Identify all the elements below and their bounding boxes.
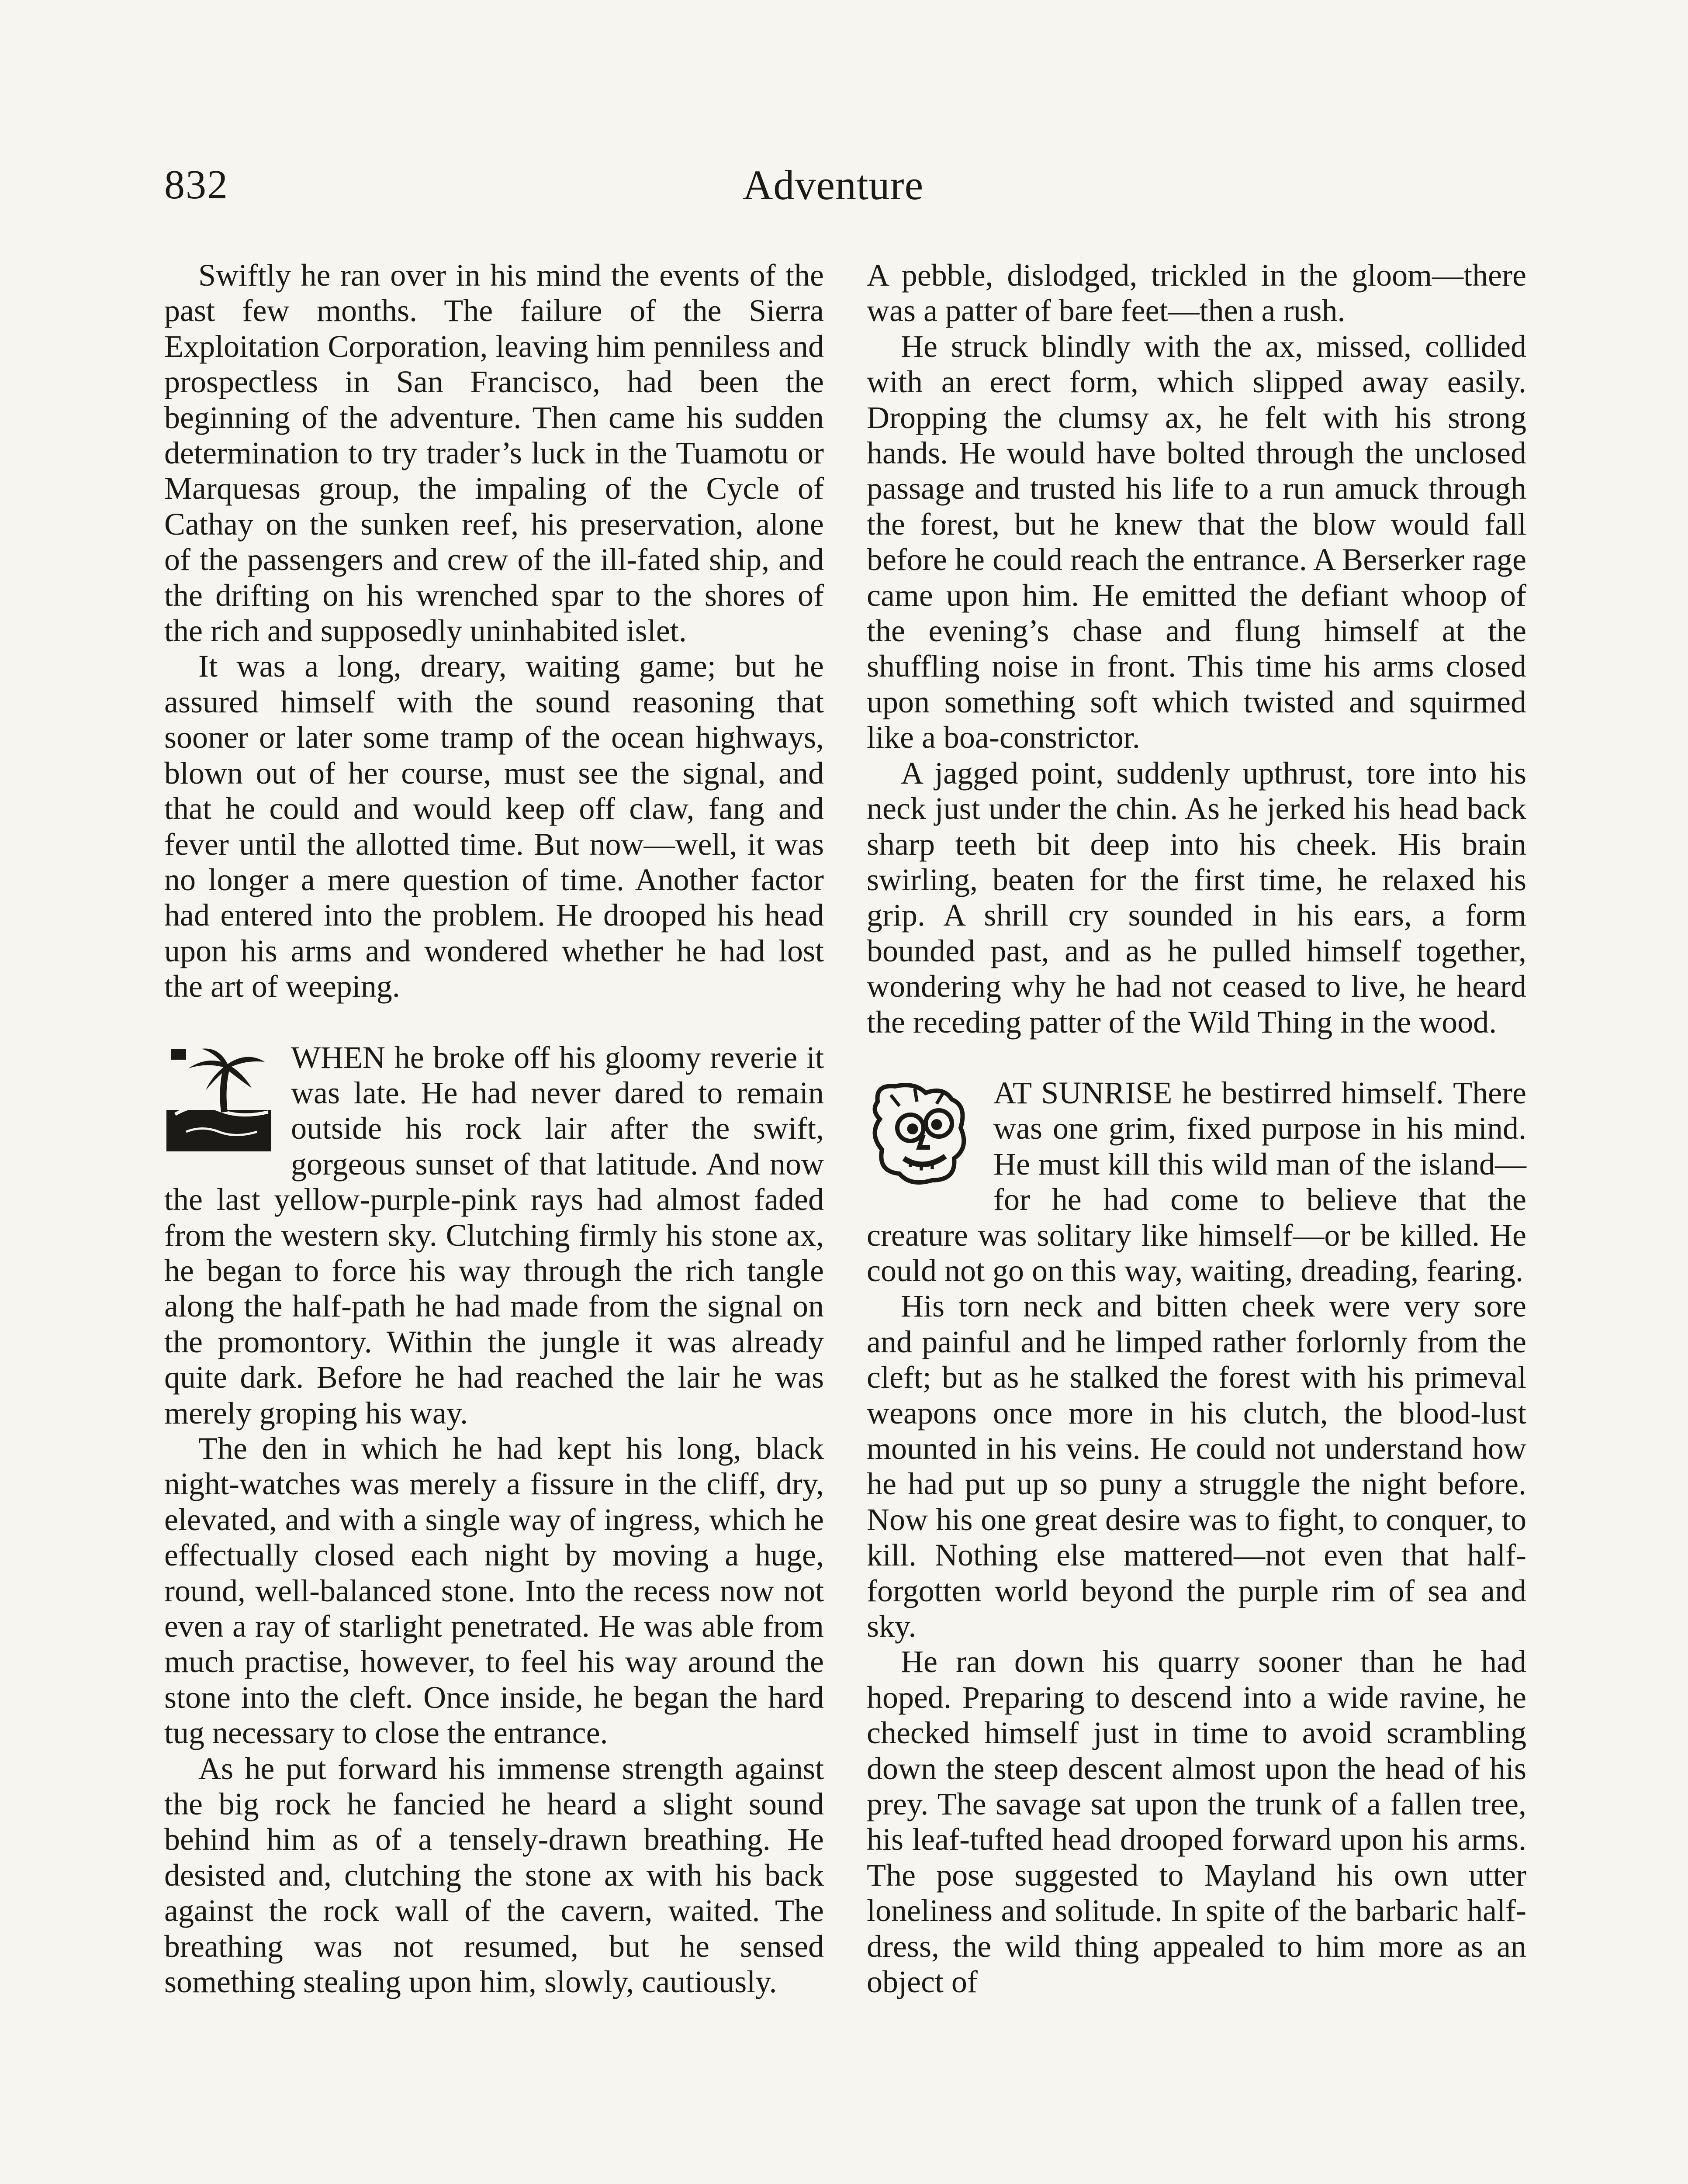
palm-island-icon — [164, 1044, 273, 1154]
paragraph: His torn neck and bitten cheek were very sore and painful and he limped rather forlornly from the cleft; but as he stalked the forest with his primeval weapons once more in his clutch, the blood-lust mounted in his veins. He could not understand how he had put up so puny a struggle the night before. Now his one great desire was to fight, to conquer, to kill. Nothing else mattered—not even that half-forgotten world beyond the purple rim of sea and sky. — [867, 1289, 1526, 1644]
continued-paragraph: A pebble, dislodged, trickled in the gloom—there was a patter of bare feet—then a rush. — [867, 258, 1526, 328]
section-at-sunrise — [867, 1075, 1526, 2000]
paragraph: He struck blindly with the ax, missed, collided with an erect form, which slipped away easily. Dropping the clumsy ax, he felt with his strong hands. He would have bolted through the unclosed passage and trusted his life to a run amuck through the forest, but he knew that the blow would fall before he could reach the entrance. A Berserker rage came upon him. He emitted the defiant whoop of the evening’s chase and flung himself at the shuffling noise in front. This time his arms closed upon something soft which twisted and squirmed like a boa-constrictor. — [867, 328, 1526, 755]
paragraph: He ran down his quarry sooner than he had hoped. Preparing to descend into a wide ravine, he checked himself just in time to avoid scrambling down the steep descent almost upon the head of his prey. The savage sat upon the trunk of a fallen tree, his leaf-tufted head drooped forward upon his arms. The pose suggested to Mayland his own utter loneliness and solitude. In spite of the barbaric half-dress, the wild thing appealed to him more as an object of — [867, 1644, 1526, 2000]
paragraph: Swiftly he ran over in his mind the events of the past few months. The failure of the Sierra Exploitation Corporation, leaving him penniless and prospectless in San Francisco, had been the beginning of the adventure. Then came his sudden determination to try trader’s luck in the Tuamotu or Marquesas group, the impaling of the Cycle of Cathay on the sunken reef, his preservation, alone of the passengers and crew of the ill-fated ship, and the drifting on his wrenched spar to the shores of the rich and supposedly uninhabited islet. — [164, 258, 824, 649]
tiki-face-icon — [867, 1080, 976, 1189]
section-lead-paragraph: WHEN he broke off his gloomy reverie it was late. He had never dared to remain outside his rock lair after the swift, gorgeous sunset of that latitude. And now the last yellow-purple-pink rays had almost faded from the western sky. Clutching firmly his stone ax, he began to force his way through the rich tangle along the half-path he had made from the signal on the promontory. Within the jungle it was already quite dark. Before he had reached the lair he was merely groping his way. — [164, 1040, 824, 1431]
paragraph: As he put forward his immense strength against the big rock he fancied he heard a slight sound behind him as of a tensely-drawn breathing. He desisted and, clutching the stone ax with his back against the rock wall of the cavern, waited. The breathing was not resumed, but he sensed something stealing upon him, slowly, cautiously. — [164, 1751, 824, 2000]
running-head-title: Adventure — [743, 162, 924, 208]
page-header — [0, 0, 1688, 245]
section-lead-paragraph: AT SUNRISE he bestirred himself. There was one grim, fixed purpose in his mind. He must kill this wild man of the island—for he had come to believe that the creature was solitary like himself—or be killed. He could not go on this way, waiting, dreading, fearing. — [867, 1075, 1526, 1288]
right-column — [867, 258, 1526, 2000]
paragraph: It was a long, dreary, waiting game; but he assured himself with the sound reasoning that sooner or later some tramp of the ocean highways, blown out of her course, must see the signal, and that he could and would keep off claw, fang and fever until the allotted time. But now—well, it was no longer a mere question of time. Another factor had entered into the problem. He drooped his head upon his arms and wondered whether he had lost the art of weeping. — [164, 649, 824, 1004]
left-column — [164, 258, 824, 2000]
section-when — [164, 1040, 824, 2000]
page-number: 832 — [164, 162, 228, 207]
paragraph: A jagged point, suddenly upthrust, tore into his neck just under the chin. As he jerked his head back sharp teeth bit deep into his cheek. His brain swirling, beaten for the first time, he relaxed his grip. A shrill cry sounded in his ears, a form bounded past, and as he pulled himself together, wondering why he had not ceased to live, he heard the receding patter of the Wild Thing in the wood. — [867, 755, 1526, 1040]
paragraph: The den in which he had kept his long, black night-watches was merely a fissure in the cliff, dry, elevated, and with a single way of ingress, which he effectually closed each night by moving a huge, round, well-balanced stone. Into the recess now not even a ray of starlight penetrated. He was able from much practise, however, to feel his way around the stone into the cleft. Once inside, he began the hard tug necessary to close the entrance. — [164, 1431, 824, 1751]
